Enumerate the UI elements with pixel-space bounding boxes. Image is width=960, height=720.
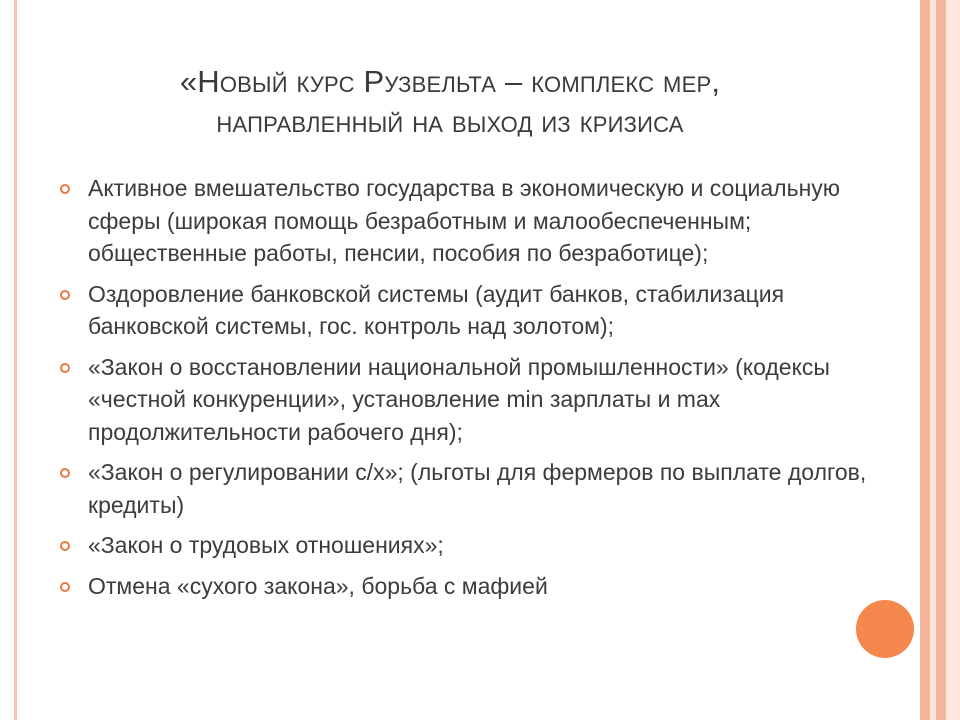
left-accent-line — [14, 0, 17, 720]
bullet-text: Активное вмешательство государства в экономическую и социальную сферы (широкая помощь безработным и малообеспеченным; общественные работы, пенсии, пособия по безработице); — [88, 175, 841, 266]
title-line-1: «Новый курс Рузвельта – комплекс мер, — [179, 64, 721, 99]
right-stripe — [920, 0, 930, 720]
bullet-item — [58, 278, 908, 343]
bullet-item — [58, 172, 908, 270]
ring-bullet-icon — [60, 541, 70, 551]
bullet-text: Оздоровление банковской системы (аудит банков, стабилизация банковской системы, гос. контроль над золотом); — [88, 280, 785, 339]
ring-bullet-icon — [60, 468, 70, 478]
bullet-item — [58, 529, 908, 562]
bullet-list — [58, 172, 908, 610]
right-stripe — [946, 0, 960, 720]
bullet-item — [58, 570, 908, 603]
ring-bullet-icon — [60, 363, 70, 373]
ring-bullet-icon — [60, 582, 70, 592]
right-stripe — [936, 0, 946, 720]
bullet-text: Отмена «сухого закона», борьба с мафией — [88, 572, 548, 599]
bullet-text: «Закон о восстановлении национальной промышленности» (кодексы «честной конкуренции», установление min зарплаты и max продолжительности рабочего дня); — [88, 353, 830, 445]
decorative-orange-circle — [856, 600, 914, 658]
bullet-text: «Закон о регулировании с/х»; (льготы для фермеров по выплате долгов, кредиты) — [88, 459, 867, 518]
slide-title — [60, 62, 840, 142]
title-line-2: направленный на выход из кризиса — [216, 104, 684, 139]
ring-bullet-icon — [60, 290, 70, 300]
ring-bullet-icon — [60, 184, 70, 194]
bullet-item — [58, 351, 908, 449]
bullet-item — [58, 456, 908, 521]
bullet-text: «Закон о трудовых отношениях»; — [88, 532, 444, 558]
